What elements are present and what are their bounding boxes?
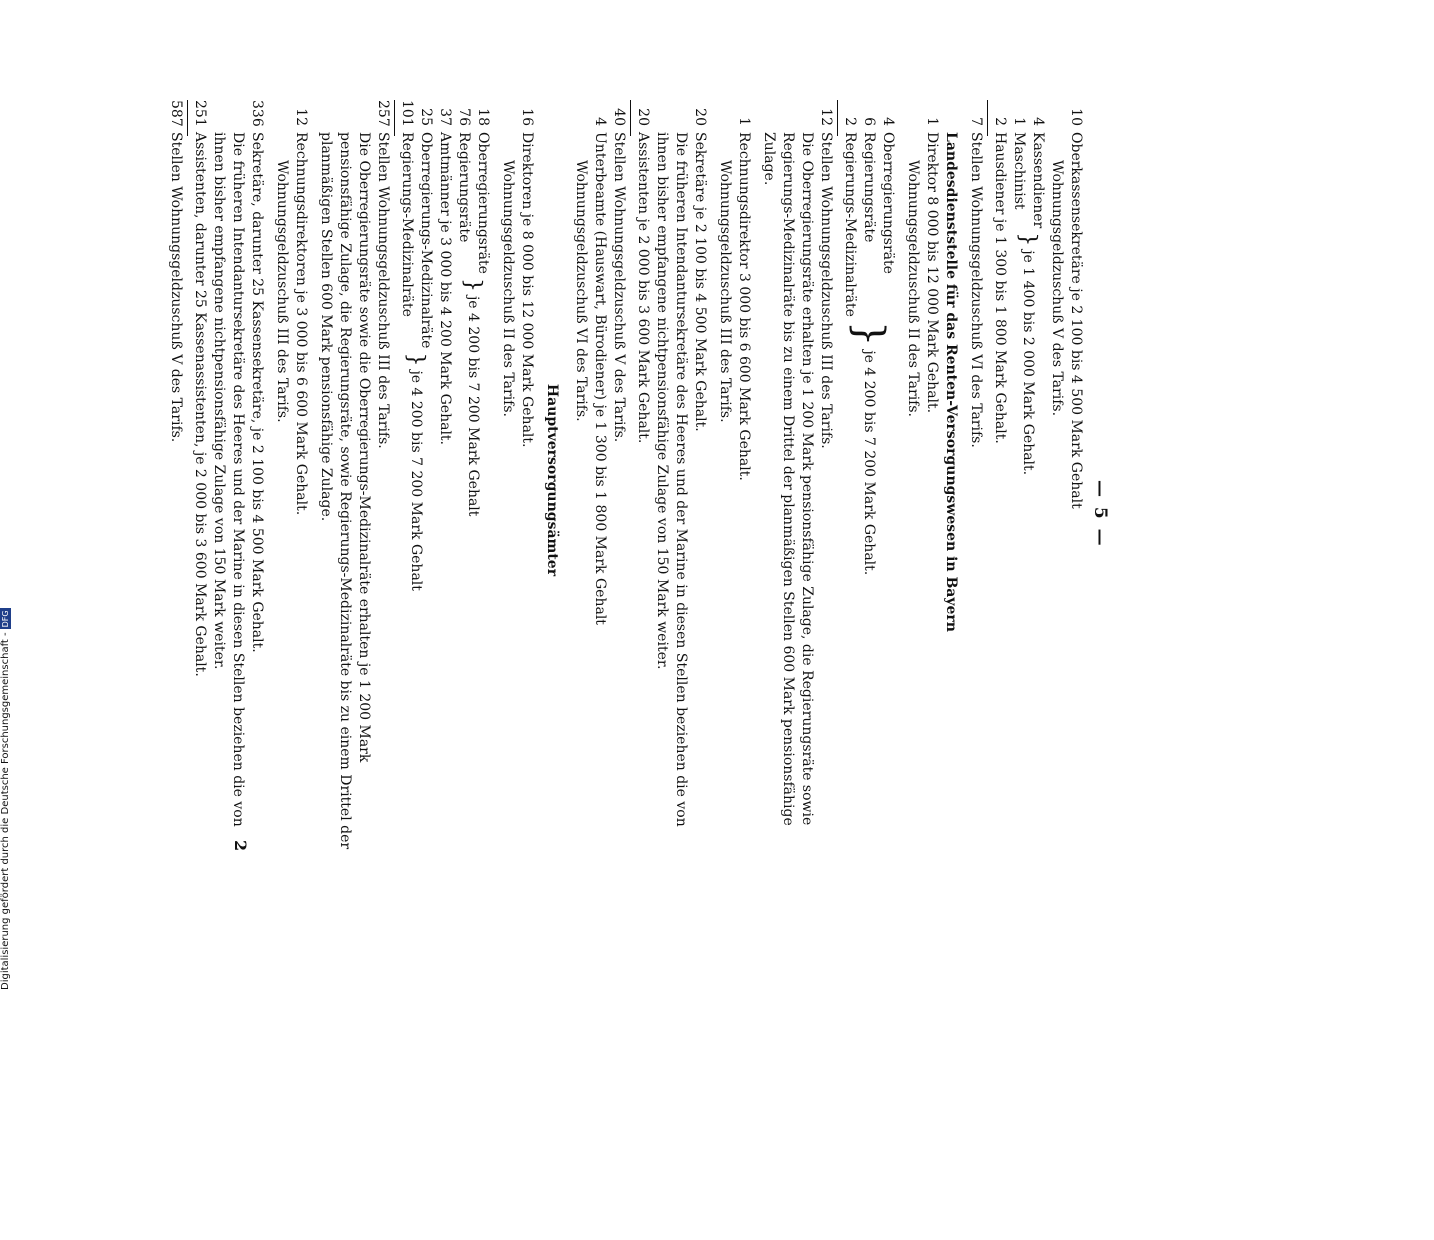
line — [190, 100, 209, 860]
count: 4 — [880, 117, 896, 126]
brace-group — [1009, 100, 1047, 860]
line-text: Sekretäre, darunter 25 Kassensekretäre, je 2 100 bis 4 500 Mark Gehalt. — [249, 132, 265, 653]
count: 1 — [1011, 117, 1027, 126]
section-title: Hauptversorgungsämter — [544, 383, 560, 577]
count: 10 — [1068, 108, 1084, 126]
line: Wohnungsgeldzuschuß III des Tarifs. — [274, 160, 290, 423]
line — [291, 100, 310, 860]
line-text: Kassendiener — [1030, 132, 1046, 229]
line — [166, 100, 185, 860]
line-text: je 4 200 bis 7 200 Mark Gehalt — [465, 295, 482, 517]
sum-rule — [987, 100, 988, 136]
paragraph: Die früheren Intendantursekretäre des Heeres und der Marine in diesen Stellen beziehen die von ihnen bisher empfangene nichtpensionsfähige Zulage von 150 Mark weiter. — [654, 132, 689, 827]
line-text: Oberregierungsräte — [475, 132, 491, 274]
line-text: Stellen Wohnungsgeldzuschuß III des Tarifs. — [375, 132, 391, 449]
count: 12 — [293, 108, 309, 126]
line-text: Regierungs-Medizinalräte — [399, 132, 415, 317]
brace-icon: } — [846, 320, 892, 347]
count: 76 — [456, 108, 472, 126]
count: 587 — [168, 100, 184, 127]
line: Wohnungsgeldzuschuß V des Tarifs. — [1049, 160, 1065, 417]
count: 12 — [818, 108, 834, 126]
line — [590, 100, 609, 860]
document-body — [166, 100, 1085, 860]
count: 20 — [692, 108, 708, 126]
sum-rule — [630, 100, 631, 136]
line-text: Stellen Wohnungsgeldzuschuß VI des Tarifs. — [968, 132, 984, 448]
document-page — [100, 100, 1280, 860]
line — [517, 100, 536, 860]
count: 25 — [418, 108, 434, 126]
line — [373, 100, 392, 860]
line-text: Oberregierungsräte — [880, 132, 896, 274]
count: 4 — [1030, 117, 1046, 126]
brace-icon: } — [403, 352, 429, 367]
line-text: je 1 400 bis 2 000 Mark Gehalt. — [1020, 250, 1037, 476]
line: Wohnungsgeldzuschuß VI des Tarifs. — [573, 160, 589, 422]
count: 37 — [437, 108, 453, 126]
count: 251 — [192, 100, 208, 127]
count: 2 — [992, 117, 1008, 126]
line — [1066, 100, 1085, 860]
line — [435, 100, 454, 860]
sum-rule — [187, 100, 188, 136]
page-number: — 5 — — [1090, 480, 1110, 548]
line-text: Regierungs-Medizinalräte — [842, 132, 858, 317]
count: 336 — [249, 100, 265, 127]
sum-rule — [837, 100, 838, 136]
line-text: Regierungsräte — [861, 132, 877, 243]
brace-group — [454, 100, 492, 860]
brace-group — [397, 100, 435, 860]
line — [734, 100, 753, 860]
line-text: Regierungsräte — [456, 132, 472, 243]
count: 6 — [861, 117, 877, 126]
line-text: Assistenten, darunter 25 Kassenassistenten, je 2 000 bis 3 600 Mark Gehalt. — [192, 132, 208, 677]
rotated-text-block — [100, 100, 1280, 860]
line-text: Direktoren je 8 000 bis 12 000 Mark Gehalt. — [519, 132, 535, 448]
line-text: Assistenten je 2 000 bis 3 600 Mark Gehalt. — [635, 132, 651, 444]
line — [922, 100, 941, 860]
count: 7 — [968, 117, 984, 126]
line — [816, 100, 835, 860]
line-text: Oberkassensekretäre je 2 100 bis 4 500 Mark Gehalt — [1068, 132, 1084, 509]
brace-group — [840, 100, 897, 860]
line: Wohnungsgeldzuschuß II des Tarifs. — [500, 160, 516, 417]
line-text: Direktor 8 000 bis 12 000 Mark Gehalt. — [924, 132, 940, 414]
count: 40 — [611, 108, 627, 126]
line-text: je 4 200 bis 7 200 Mark Gehalt — [408, 370, 425, 591]
line-text: je 4 200 bis 7 200 Mark Gehalt. — [861, 350, 877, 576]
paragraph: Die Oberregierungsräte sowie die Oberregierungs-Medizinalräte erhalten je 1 200 Mark pensionsfähige Zulage, die Regierungsräte, sowie Regierungs-Medizinalräte bis zu einem Drittel der planmäßigen Stellen 600 Mark pensionsfähige Zulage. — [318, 132, 372, 850]
line-text: Stellen Wohnungsgeldzuschuß III des Tarifs. — [818, 132, 834, 449]
line — [990, 100, 1009, 860]
line-text: Rechnungsdirektor 3 000 bis 6 600 Mark Gehalt. — [736, 132, 752, 481]
line — [690, 100, 709, 860]
credit-text: Digitalisierung gefördert durch die Deutsche Forschungsgemeinschaft - — [0, 632, 11, 990]
line-text: Rechnungsdirektoren je 3 000 bis 6 600 Mark Gehalt. — [293, 132, 309, 516]
line-text: Unterbeamte (Hauswart, Bürodiener) je 1 300 bis 1 800 Mark Gehalt — [592, 132, 608, 625]
count: 16 — [519, 108, 535, 126]
count: 101 — [399, 100, 415, 127]
count: 2 — [842, 117, 858, 126]
line-text: Stellen Wohnungsgeldzuschuß V des Tarifs. — [168, 132, 184, 443]
line-text: Sekretäre je 2 100 bis 4 500 Mark Gehalt. — [692, 132, 708, 432]
line-text: Hausdiener je 1 300 bis 1 800 Mark Gehalt. — [992, 132, 1008, 444]
line: Wohnungsgeldzuschuß III des Tarifs. — [717, 160, 733, 423]
line-text: Stellen Wohnungsgeldzuschuß V des Tarifs. — [611, 132, 627, 443]
dfg-logo: DFG — [1, 610, 10, 628]
line: Wohnungsgeldzuschuß II des Tarifs. — [905, 160, 921, 417]
count: 18 — [475, 108, 491, 126]
count: 1 — [736, 117, 752, 126]
count: 20 — [635, 108, 651, 126]
brace-icon: } — [1015, 232, 1041, 247]
line — [247, 100, 266, 860]
count: 257 — [375, 100, 391, 127]
line — [966, 100, 985, 860]
signature-mark: 2 — [231, 840, 250, 852]
line-text: Maschinist — [1011, 132, 1027, 210]
line-text: Oberregierungs-Medizinalräte — [418, 132, 434, 349]
count: 4 — [592, 117, 608, 126]
line — [633, 100, 652, 860]
paragraph: Die Oberregierungsräte erhalten je 1 200 Mark pensionsfähige Zulage, die Regierungsräte sowie Regierungs-Medizinalräte bis zu einem Drittel der planmäßigen Stellen 600 Mark pensionsfähige Zulage. — [761, 132, 815, 826]
section-title: Landesdienststelle für das Renten-Versorgungswesen in Bayern — [943, 132, 959, 632]
count: 1 — [924, 117, 940, 126]
digitization-credit — [0, 608, 11, 990]
brace-icon: } — [460, 277, 486, 292]
sum-rule — [394, 100, 395, 136]
line-text: Amtmänner je 3 000 bis 4 200 Mark Gehalt. — [437, 132, 453, 445]
line — [609, 100, 628, 860]
paragraph: Die früheren Intendantursekretäre des Heeres und der Marine in diesen Stellen beziehen die von ihnen bisher empfangene nichtpensionsfähige Zulage von 150 Mark weiter. — [211, 132, 246, 827]
